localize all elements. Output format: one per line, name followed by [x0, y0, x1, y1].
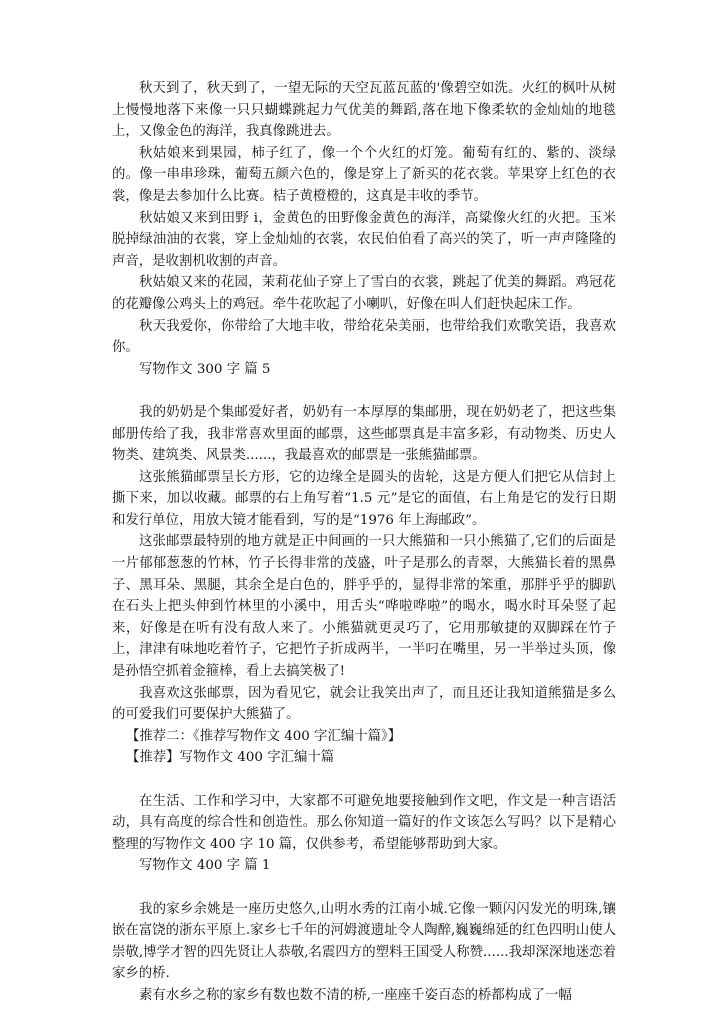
section-heading: 写物作文 400 字 篇 1: [139, 858, 271, 874]
intro-paragraph: 在生活、工作和学习中，大家都不可避免地要接触到作文吧，作文是一种言语活动，具有高度的综合性和创造性。那么你知道一篇好的作文该怎么写吗？以下是精心整理的写物作文 400 字 10 篇，仅供参考，希望能够帮助到大家。: [112, 793, 616, 852]
paragraph: 秋天到了，秋天到了，一望无际的天空瓦蓝瓦蓝的'像碧空如洗。火红的枫叶从树上慢慢地落下来像一只只蝴蝶跳起力气优美的舞蹈,落在地下像柔软的金灿灿的地毯上，又像金色的海洋，我真像跳进去。: [112, 81, 616, 140]
blank-line: [112, 877, 616, 899]
paragraph: 我喜欢这张邮票，因为看见它，就会让我笑出声了，而且还让我知道熊猫是多么的可爱我们可要保护大熊猫了。: [112, 685, 616, 723]
recommendation-line: 【推荐二：《推荐写物作文 400 字汇编十篇》】: [126, 728, 402, 744]
paragraph: 这张邮票最特别的地方就是正中间画的一只大熊猫和一只小熊猫了,它们的后面是一片郁郁葱葱的竹林，竹子长得非常的茂盛，叶子是那么的青翠，大熊猫长着的黑鼻子、黑耳朵、黑腿，其余全是白色的，胖乎乎的，显得非常的笨重，那胖乎乎的脚趴在石头上把头伸到竹林里的小溪中，用舌头“哗啦哗啦”的喝水，喝水时耳朵竖了起来，好像是在听有没有敌人来了。小熊猫就更灵巧了，它用那敏捷的双脚踩在竹子上，津津有味地吃着竹子，它把竹子折成两半，一半叼在嘴里，另一半举过头顶，像是孙悟空抓着金箍棒，看上去搞笑极了!: [112, 534, 616, 680]
paragraph: 秋姑娘来到果园，柿子红了，像一个个火红的灯笼。葡萄有红的、紫的、淡绿的。像一串串珍珠，葡萄五颜六色的，像是穿上了新买的花衣裳。苹果穿上红色的衣裳，像是去参加什么比赛。桔子黄橙橙的，这真是丰收的季节。: [112, 145, 616, 204]
paragraph: 秋天我爱你，你带给了大地丰收，带给花朵美丽，也带给我们欢歌笑语，我喜欢你。: [112, 318, 616, 356]
paragraph: 我的奶奶是个集邮爱好者，奶奶有一本厚厚的集邮册，现在奶奶老了，把这些集邮册传给了我，我非常喜欢里面的邮票，这些邮票真是丰富多彩，有动物类、历史人物类、建筑类、风景类......，我最喜欢的邮票是一张熊猫邮票。: [112, 404, 616, 464]
recommendation-line: 【推荐】写物作文 400 字汇编十篇: [126, 750, 335, 766]
paragraph: 我的家乡余姚是一座历史悠久,山明水秀的江南小城.它像一颗闪闪发光的明珠,镶嵌在富饶的浙东平原上.家乡七千年的河姆渡遗址令人陶醉,巍巍绵延的红色四明山使人崇敬,博学才智的四先贤让人恭敬,名震四方的塑料王国受人称赞......我却深深地迷恋着家乡的桥.: [112, 901, 616, 982]
section-heading: 写物作文 300 字 篇 5: [139, 361, 271, 377]
paragraph: 素有水乡之称的家乡有数也数不清的桥,一座座千姿百态的桥都构成了一幅: [139, 987, 572, 1003]
blank-line: [112, 380, 616, 402]
paragraph: 秋姑娘又来到田野 i，金黄色的田野像金黄色的海洋，高粱像火红的火把。玉米脱掉绿油油的衣裳，穿上金灿灿的衣裳，农民伯伯看了高兴的笑了，听一声声隆隆的声音，是收割机收割的声音。: [112, 210, 616, 269]
paragraph: 秋姑娘又来的花园，茉莉花仙子穿上了雪白的衣裳，跳起了优美的舞蹈。鸡冠花的花瓣像公鸡头上的鸡冠。牵牛花吹起了小喇叭，好像在叫人们赶快起床工作。: [112, 275, 616, 312]
paragraph: 这张熊猫邮票呈长方形，它的边缘全是圆头的齿轮，这是方便人们把它从信封上撕下来，加以收藏。邮票的右上角写着“1.5 元”是它的面值，右上角是它的发行日期和发行单位，用放大镜才能看到，写的是“1976 年上海邮政”。: [112, 469, 616, 528]
blank-line: [112, 769, 616, 791]
document-page: [112, 78, 616, 1007]
